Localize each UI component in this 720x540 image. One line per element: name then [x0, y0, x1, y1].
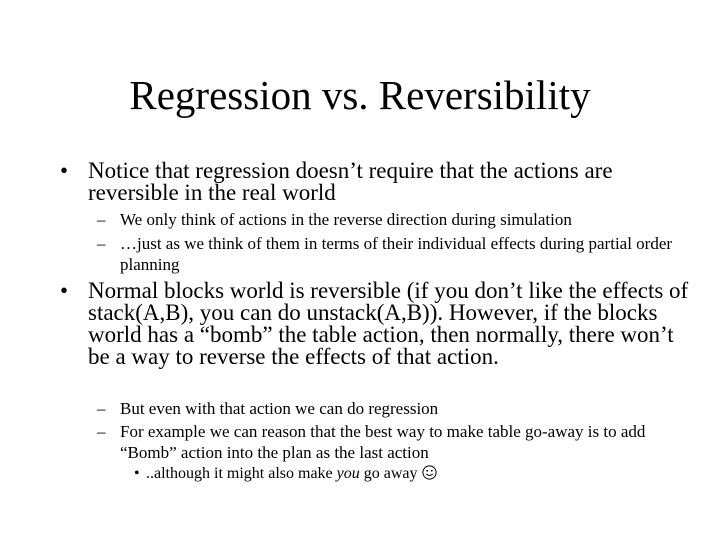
text-after: go away [359, 465, 418, 482]
dash-marker: – [97, 234, 106, 253]
bullet-marker: • [60, 158, 69, 183]
bullet-item [60, 160, 700, 204]
smiley-face-icon [422, 465, 437, 486]
sub-bullet-text: But even with that action we can do regression [120, 399, 439, 418]
bullet-marker: • [134, 465, 140, 482]
sub-bullet-item [97, 398, 697, 419]
sub-bullet-text: We only think of actions in the reverse direction during simulation [120, 210, 572, 229]
bullet-text: Normal blocks world is reversible (if you don’t like the effects of stack(A,B), you can do unstack(A,B)). However, if the blocks world has a “bomb” the table action, then normally, there won’t be a way to reverse the effects of that action. [88, 278, 689, 369]
dash-marker: – [97, 399, 106, 418]
sub-bullet-item [97, 233, 697, 275]
bullet-item [60, 280, 700, 368]
sub-sub-bullet-text [146, 464, 694, 486]
slide-title: Regression vs. Reversibility [129, 72, 591, 118]
dash-marker: – [97, 422, 106, 441]
sub-bullet-text: …just as we think of them in terms of their individual effects during partial order planning [120, 234, 673, 274]
emphasis-you: you [336, 465, 360, 482]
sub-bullet-item [97, 421, 697, 463]
sub-sub-bullet-item [134, 464, 694, 486]
bullet-marker: • [60, 278, 69, 303]
sub-bullet-text: For example we can reason that the best way to make table go-away is to add “Bomb” action into the plan as the last action [120, 422, 646, 462]
text-before: ..although it might also make [146, 465, 337, 482]
dash-marker: – [97, 210, 106, 229]
sub-bullet-item [97, 209, 697, 230]
bullet-text: Notice that regression doesn’t require that the actions are reversible in the real world [88, 158, 613, 205]
